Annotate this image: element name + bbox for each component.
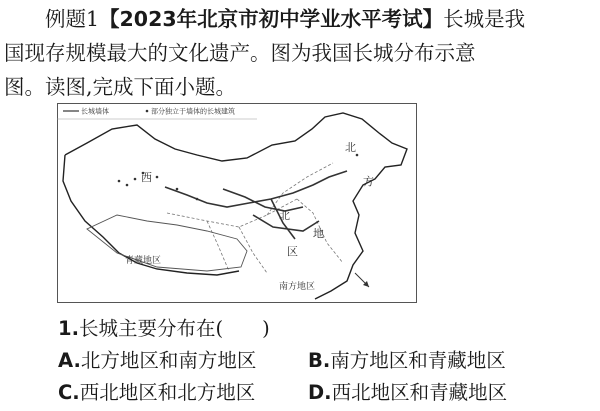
option-b[interactable] — [308, 345, 506, 377]
option-d-letter: D. — [308, 381, 332, 404]
map-label-xi: 西 — [141, 171, 152, 184]
map-label-south: 南方地区 — [279, 282, 316, 292]
legend-wall-label: 长城墙体 — [81, 107, 109, 116]
map-label-bei-2: 北 — [279, 209, 290, 222]
question-stem-text: 长城主要分布在( ) — [78, 317, 270, 340]
great-wall-map — [57, 103, 417, 303]
option-c-text: 西北地区和北方地区 — [79, 381, 256, 404]
example-label: 例题1 — [45, 7, 100, 31]
legend-building-label: 部分独立于墙体的长城建筑 — [151, 107, 235, 116]
map-label-qu: 区 — [287, 245, 298, 258]
option-a-letter: A. — [58, 349, 81, 372]
legend-building-symbol — [146, 110, 149, 113]
map-label-fang: 方 — [363, 175, 374, 188]
intro-paragraph — [4, 2, 596, 104]
option-c-letter: C. — [58, 381, 80, 404]
option-d-text: 西北地区和青藏地区 — [331, 381, 508, 404]
intro-line-2: 国现存规模最大的文化遗产。图为我国长城分布示意 — [4, 41, 476, 65]
question-block — [58, 313, 507, 409]
option-b-letter: B. — [308, 349, 331, 372]
question-number: 1. — [58, 317, 79, 340]
option-a-text: 北方地区和南方地区 — [80, 349, 257, 372]
option-b-text: 南方地区和青藏地区 — [330, 349, 506, 372]
intro-line-1 — [4, 2, 596, 36]
option-d[interactable] — [308, 377, 507, 409]
option-a[interactable] — [58, 345, 308, 377]
map-label-qinghai-tibet: 青藏地区 — [125, 256, 162, 266]
question-stem — [58, 313, 507, 345]
intro-line-3: 图。读图,完成下面小题。 — [4, 75, 237, 99]
map-label-bei-1: 北 — [345, 141, 356, 154]
map-label-di: 地 — [313, 227, 324, 240]
source-label: 【2023年北京市初中学业水平考试】 — [99, 7, 444, 31]
options-row-2 — [58, 377, 507, 409]
intro-line-1-text: 长城是我 — [443, 7, 526, 31]
option-c[interactable] — [58, 377, 308, 409]
options-row-1 — [58, 345, 507, 377]
